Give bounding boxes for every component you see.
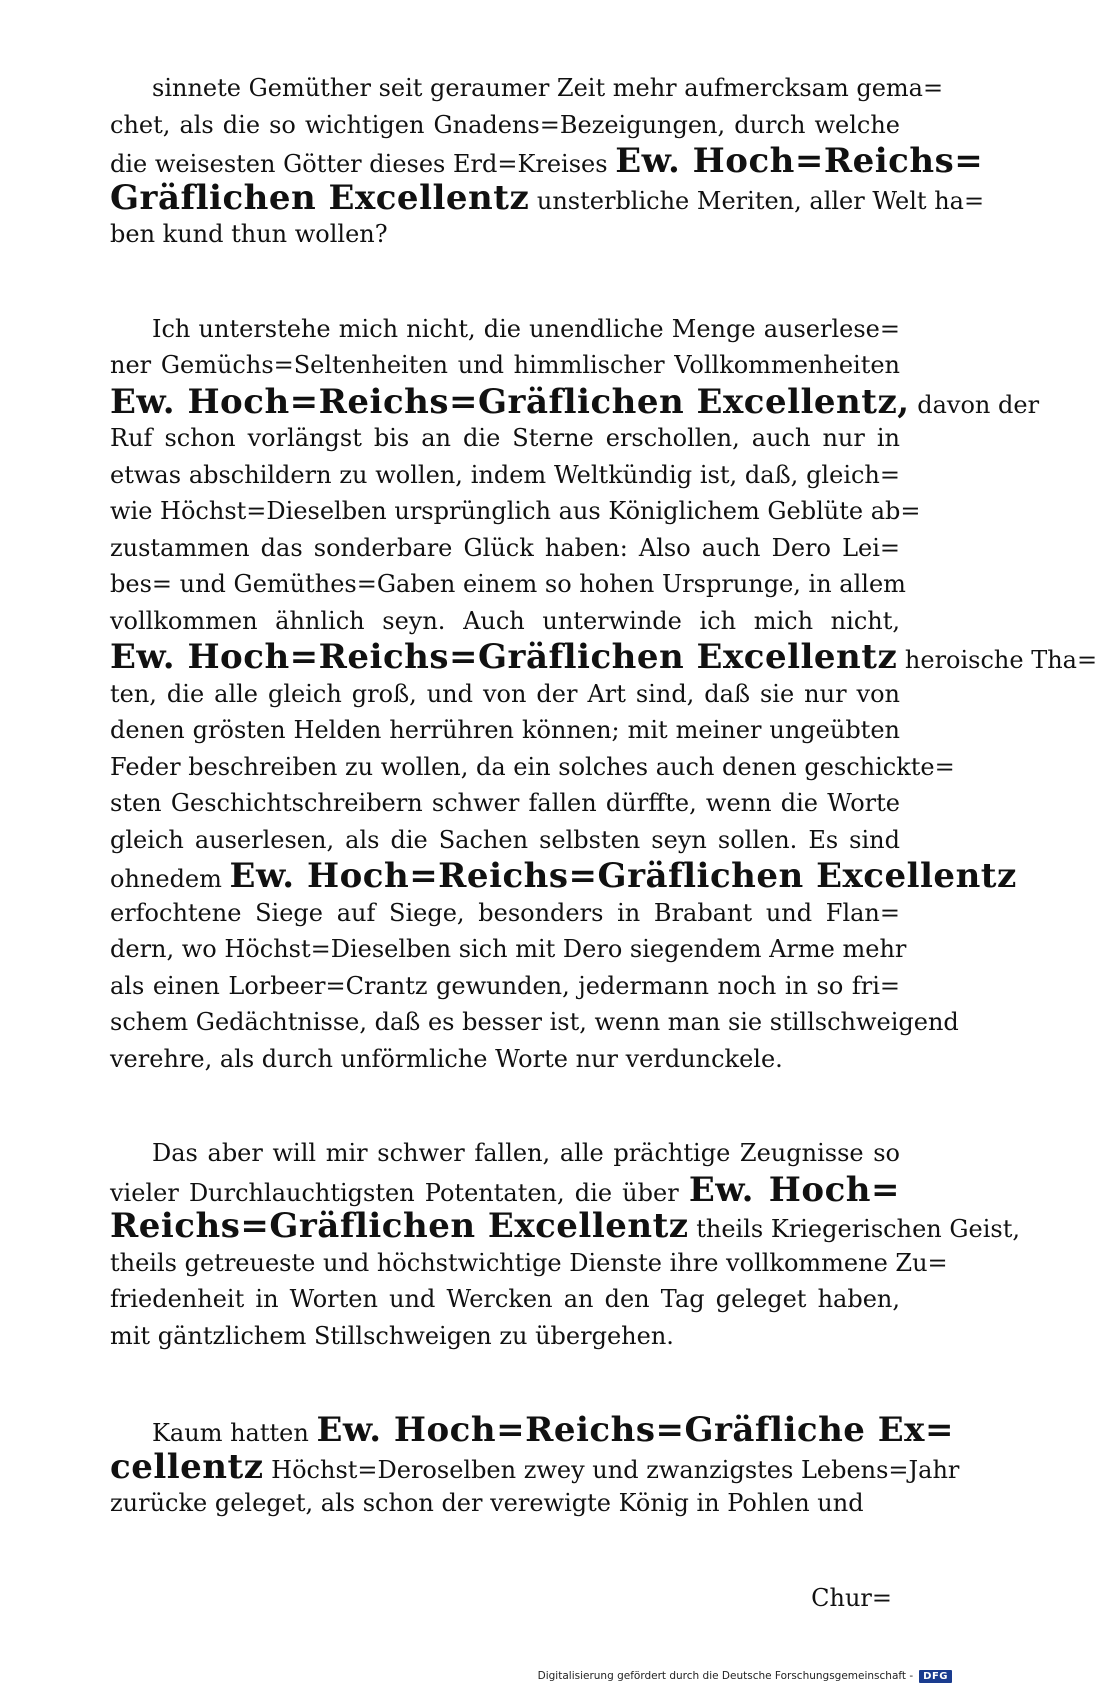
text-line xyxy=(110,637,1097,677)
text-run: Höchst=Deroselben zwey und zwanzigstes Lebens=Jahr xyxy=(263,1455,960,1484)
text-run: theils Kriegerischen Geist, xyxy=(688,1215,1020,1243)
text-block xyxy=(110,70,1097,1522)
text-run: unsterbliche Meriten, aller Welt ha= xyxy=(529,186,985,215)
footer xyxy=(538,1667,952,1685)
text-line xyxy=(110,603,900,640)
text-line xyxy=(110,1135,900,1172)
text-line xyxy=(110,1485,900,1522)
text-line xyxy=(110,856,1017,896)
text-run: Ruf schon vorlängst bis an die Sterne erschollen, auch nur in xyxy=(110,424,900,452)
paragraph xyxy=(110,70,985,253)
text-run: Das aber will mir schwer fallen, alle prächtige Zeugnisse so xyxy=(152,1139,900,1167)
text-run: die weisesten Götter dieses Erd=Kreises xyxy=(110,150,616,178)
text-run: Feder beschreiben zu wollen, da ein solches auch denen geschickte= xyxy=(110,752,955,781)
text-run: ben kund thun wollen? xyxy=(110,220,388,248)
text-line xyxy=(110,1041,900,1078)
text-line xyxy=(110,676,900,713)
text-run: gleich auserlesen, als die Sachen selbsten seyn sollen. Es sind xyxy=(110,825,900,854)
text-line xyxy=(110,347,900,384)
text-line xyxy=(110,1446,960,1487)
text-line xyxy=(110,968,900,1005)
text-run: als einen Lorbeer=Crantz gewunden, jedermann noch in so fri= xyxy=(110,971,900,1000)
text-line xyxy=(110,1410,954,1450)
text-line xyxy=(110,566,906,603)
paragraph xyxy=(110,1410,960,1522)
text-line xyxy=(110,311,900,348)
emphasized-title: Ew. Hoch=Reichs=Gräfliche Ex= xyxy=(316,1410,954,1450)
paragraph xyxy=(110,311,1097,1078)
text-line xyxy=(110,895,900,932)
footer-text: Digitalisierung gefördert durch die Deutsche Forschungsgemeinschaft - xyxy=(537,1670,914,1682)
text-run: vollkommen ähnlich seyn. Auch unterwinde ich mich nicht, xyxy=(110,606,900,635)
text-line xyxy=(110,1245,948,1282)
text-run: wie Höchst=Dieselben ursprünglich aus Königlichem Geblüte ab= xyxy=(110,497,921,525)
emphasized-title: Ew. Hoch=Reichs=Gräflichen Excellentz xyxy=(110,637,898,677)
text-line xyxy=(110,822,900,859)
emphasized-title: cellentz xyxy=(110,1446,264,1487)
text-line xyxy=(110,931,907,968)
text-line xyxy=(110,530,900,567)
text-run: erfochtene Siege auf Siege, besonders in Brabant und Flan= xyxy=(110,898,900,927)
text-line xyxy=(110,216,900,253)
text-run: bes= und Gemüthes=Gaben einem so hohen Ursprunge, in allem xyxy=(110,570,906,598)
text-run: davon der xyxy=(909,390,1040,419)
text-line xyxy=(110,1206,1020,1246)
text-line xyxy=(110,457,900,494)
catchword: Chur= xyxy=(811,1583,892,1612)
text-run: sten Geschichtschreibern schwer fallen dürffte, wenn die Worte xyxy=(110,789,900,817)
text-run: denen grösten Helden herrühren können; mit meiner ungeübten xyxy=(110,716,900,744)
text-run: vieler Durchlauchtigsten Potentaten, die über xyxy=(110,1178,689,1207)
text-run: ner Gemüchs=Seltenheiten und himmlischer Vollkommenheiten xyxy=(110,351,900,379)
text-run: Kaum hatten xyxy=(152,1419,317,1447)
text-line xyxy=(110,749,955,786)
text-run: verehre, als durch unförmliche Worte nur verdunckele. xyxy=(110,1044,783,1073)
emphasized-title: Ew. Hoch= xyxy=(688,1169,901,1210)
text-line xyxy=(110,712,900,749)
text-run: ten, die alle gleich groß, und von der Art sind, daß sie nur von xyxy=(110,679,900,708)
text-run: schem Gedächtnisse, daß es besser ist, wenn man sie stillschweigend xyxy=(110,1008,959,1036)
text-line xyxy=(110,141,984,181)
text-line xyxy=(110,1318,900,1355)
text-run: zustammen das sonderbare Glück haben: Also auch Dero Lei= xyxy=(110,533,900,562)
text-run: dern, wo Höchst=Dieselben sich mit Dero siegendem Arme mehr xyxy=(110,935,907,963)
text-line xyxy=(110,493,921,530)
text-run: friedenheit in Worten und Wercken an den Tag geleget haben, xyxy=(110,1285,900,1313)
text-run: zurücke geleget, als schon der verewigte König in Pohlen und xyxy=(110,1489,864,1517)
text-line xyxy=(110,785,900,822)
page-body xyxy=(110,70,1097,1616)
text-line xyxy=(110,420,900,457)
dfg-logo: DFG xyxy=(919,1670,952,1683)
emphasized-title: Gräflichen Excellentz xyxy=(110,177,530,218)
text-line xyxy=(110,1169,901,1210)
text-line xyxy=(110,177,985,218)
paragraph xyxy=(110,1135,1020,1354)
text-line xyxy=(110,381,1040,422)
text-line xyxy=(110,1281,900,1318)
text-run: sinnete Gemüther seit geraumer Zeit mehr aufmercksam gema= xyxy=(152,74,944,102)
text-line xyxy=(110,1004,959,1041)
emphasized-title: Ew. Hoch=Reichs= xyxy=(615,141,984,181)
text-run: heroische Tha= xyxy=(897,646,1097,674)
text-run: theils getreueste und höchstwichtige Dienste ihre vollkommene Zu= xyxy=(110,1248,948,1277)
text-run: ohnedem xyxy=(110,865,230,893)
emphasized-title: Reichs=Gräflichen Excellentz xyxy=(110,1206,689,1246)
text-run: chet, als die so wichtigen Gnadens=Bezeigungen, durch welche xyxy=(110,110,900,139)
text-run: etwas abschildern zu wollen, indem Weltkündig ist, daß, gleich= xyxy=(110,460,900,489)
emphasized-title: Ew. Hoch=Reichs=Gräflichen Excellentz, xyxy=(110,381,910,422)
text-run: mit gäntzlichem Stillschweigen zu übergehen. xyxy=(110,1321,674,1350)
text-line xyxy=(110,70,944,107)
text-line xyxy=(110,107,900,144)
emphasized-title: Ew. Hoch=Reichs=Gräflichen Excellentz xyxy=(229,856,1017,896)
text-run: Ich unterstehe mich nicht, die unendliche Menge auserlese= xyxy=(152,314,900,343)
